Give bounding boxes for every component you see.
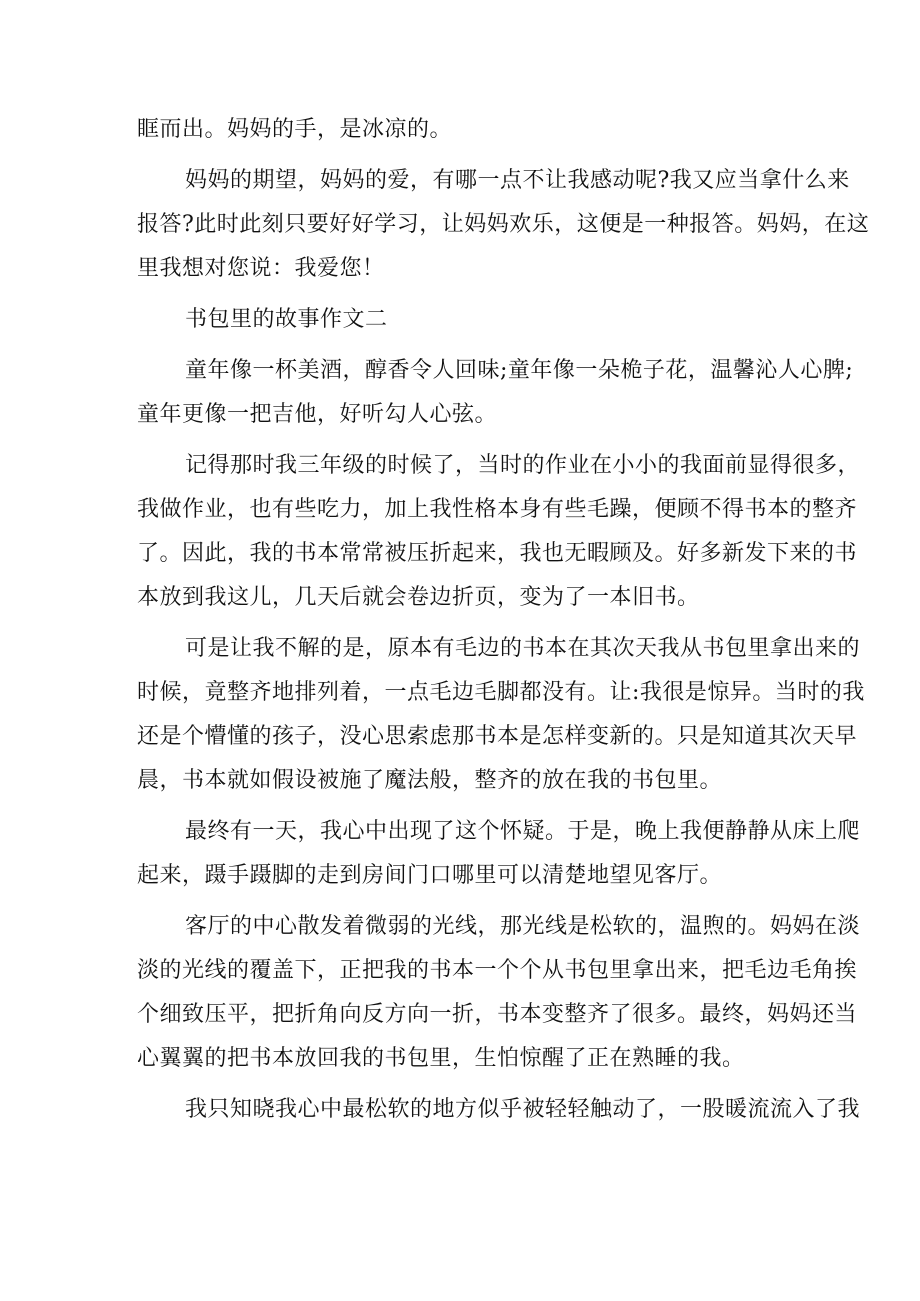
text-line: 可是让我不解的是，原本有毛边的书本在其次天我从书包里拿出来的	[185, 636, 861, 661]
text-line: 眶而出。妈妈的手，是冰凉的。	[137, 117, 453, 142]
text-line: 个细致压平，把折角向反方向一折，书本变整齐了很多。最终，妈妈还当	[137, 1002, 858, 1027]
text-line: 书包里的故事作文二	[185, 307, 388, 332]
text-line: 记得那时我三年级的时候了，当时的作业在小小的我面前显得很多，	[185, 453, 861, 478]
paragraph	[137, 448, 861, 624]
paragraph	[137, 163, 870, 295]
text-line: 时候，竟整齐地排列着，一点毛边毛脚都没有。让:我很是惊异。当时的我	[137, 680, 865, 705]
paragraph	[137, 909, 861, 1085]
text-line: 晨，书本就如假设被施了魔法般，整齐的放在我的书包里。	[137, 768, 723, 793]
text-line: 我做作业，也有些吃力，加上我性格本身有些毛躁，便顾不得书本的整齐	[137, 497, 858, 522]
paragraph	[137, 1092, 861, 1136]
document-page	[137, 112, 870, 1143]
paragraph	[137, 631, 865, 807]
text-line: 报答?此时此刻只要好好学习，让妈妈欢乐，这便是一种报答。妈妈，在这	[137, 212, 870, 237]
paragraph	[137, 353, 854, 441]
text-line: 了。因此，我的书本常常被压折起来，我也无暇顾及。好多新发下来的书	[137, 541, 858, 566]
text-line: 童年更像一把吉他，好听勾人心弦。	[137, 402, 498, 427]
text-line: 妈妈的期望，妈妈的爱，有哪一点不让我感动呢?我又应当拿什么来	[185, 168, 850, 193]
text-line: 本放到我这儿，几天后就会卷边折页，变为了一本旧书。	[137, 585, 700, 610]
text-line: 起来，蹑手蹑脚的走到房间门口哪里可以清楚地望见客厅。	[137, 863, 723, 888]
text-line: 客厅的中心散发着微弱的光线，那光线是松软的，温煦的。妈妈在淡	[185, 914, 861, 939]
text-line: 我只知晓我心中最松软的地方似乎被轻轻触动了，一股暖流流入了我	[185, 1097, 861, 1122]
paragraph	[137, 112, 797, 156]
text-line: 里我想对您说：我爱您！	[137, 256, 385, 281]
text-line: 童年像一杯美酒，醇香令人回味;童年像一朵桅子花，温馨沁人心脾;	[185, 358, 854, 383]
paragraph	[137, 814, 861, 902]
section-heading	[137, 302, 797, 346]
text-line: 淡的光线的覆盖下，正把我的书本一个个从书包里拿出来，把毛边毛角挨	[137, 958, 858, 983]
text-line: 最终有一天，我心中出现了这个怀疑。于是，晚上我便静静从床上爬	[185, 819, 861, 844]
text-line: 还是个懵懂的孩子，没心思索虑那书本是怎样变新的。只是知道其次天早	[137, 724, 858, 749]
text-line: 心翼翼的把书本放回我的书包里，生怕惊醒了正在熟睡的我。	[137, 1046, 745, 1071]
